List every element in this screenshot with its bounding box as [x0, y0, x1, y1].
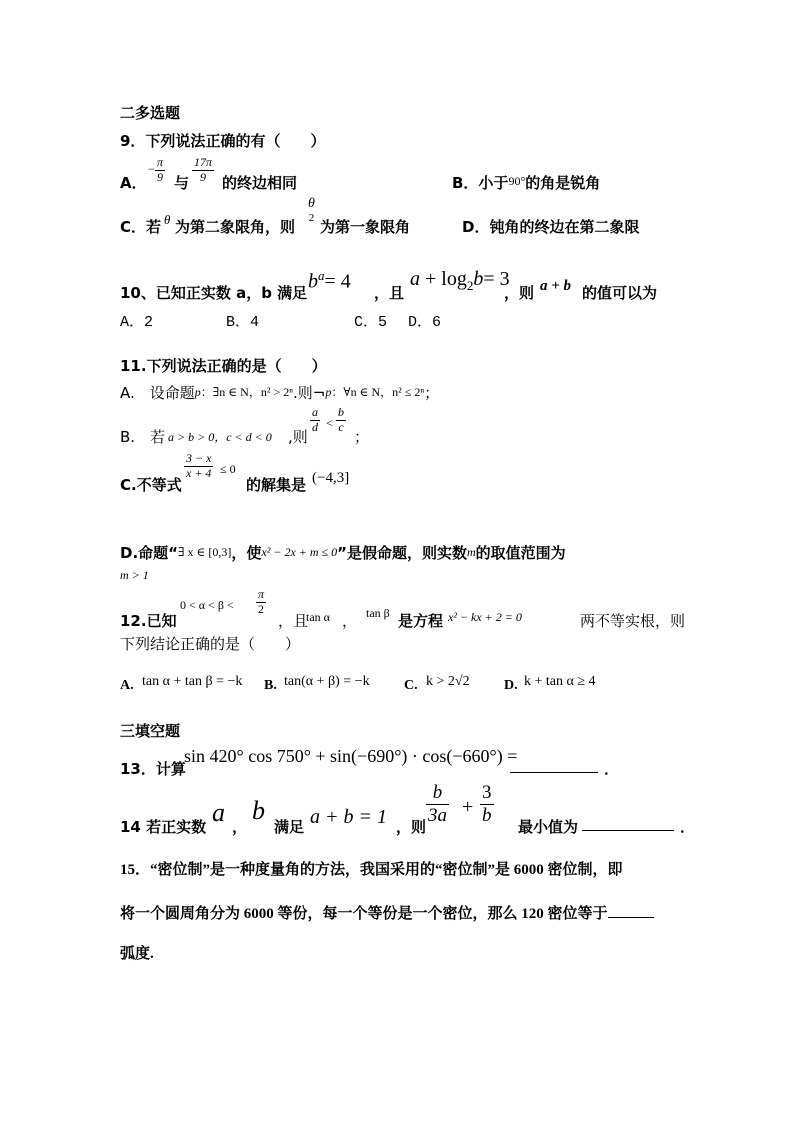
q13: 13．计算 sin 420° cos 750° + sin(−690°) · cos(−660°) = ． — [120, 746, 620, 778]
q12-option-c: k > 2√2 — [426, 674, 470, 689]
section-title-fill-in: 三填空题 — [120, 722, 181, 740]
q9-a-label: A． — [120, 174, 147, 192]
q14: 14 若正实数 a ， b 满足 a + b = 1 ，则 $\frac{b}{3a}$ + $\frac{3}{b}$ 最小值为 ． — [120, 782, 696, 836]
q10-then: ，则 — [504, 284, 535, 302]
q11-option-d: D.命题“∃ x ∈ [0,3]，使x² − 2x + m ≤ 0”是假命题，则实数m的取值范围为 — [120, 544, 566, 562]
q9-b-tail: 的角是锐角 — [525, 174, 601, 192]
q9-b-label: B．小于 — [452, 174, 509, 192]
q10-option-a: A．2 — [120, 314, 154, 331]
q9-c-theta: θ — [164, 212, 171, 227]
q9-c-frac: θ 2 — [308, 196, 315, 225]
q15-answer-blank[interactable] — [608, 903, 654, 918]
q10-tail: 的值可以为 — [582, 284, 658, 302]
q9-option-d: D．钝角的终边在第二象限 — [462, 218, 640, 236]
q12-option-a: tan α + tan β = −k — [142, 674, 243, 689]
section-title-multiple-choice: 二多选题 — [120, 104, 181, 122]
q10-option-c: C．5 — [354, 314, 388, 331]
q9-a-minus: − — [148, 162, 155, 176]
q10-expr: a + b — [540, 278, 572, 294]
q10-option-b: B．4 — [226, 314, 260, 331]
q10-stem-pre: 10、已知正实数 a，b 满足 — [120, 284, 308, 302]
q13-label: 13．计算 — [120, 760, 186, 778]
q9-c-mid: 为第二象限角，则 — [175, 218, 296, 236]
q9-a-tail: 的终边相同 — [222, 174, 298, 192]
q11-b-frac1: $\frac{a}{d}$ — [312, 405, 318, 434]
q12-option-b: tan(α + β) = −k — [284, 674, 370, 689]
q12-stem-line2: 下列结论正确的是（ ） — [120, 635, 301, 653]
q9-c-tail: 为第一象限角 — [320, 218, 411, 236]
q11-option-a: A. 设命题p：∃n ∈ N，n² > 2ⁿ.则¬p：∀n ∈ N，n² ≤ 2ⁿ； — [120, 384, 440, 402]
q14-answer-blank[interactable] — [582, 812, 674, 831]
q10-cond1: $b^a= 4$ — [308, 268, 351, 293]
q10-mid: ，且 — [374, 284, 405, 302]
q9-a-frac1: $\frac{\pi}{9}$ — [157, 155, 164, 184]
q12-option-d: k + tan α ≥ 4 — [524, 674, 596, 689]
q12-options: A. tan α + tan β = −k B. tan(α + β) = −k C. k > 2√2 D. k + tan α ≥ 4 — [120, 674, 596, 693]
q10-option-d: D．6 — [408, 314, 442, 331]
q11-b-frac2: $\frac{b}{c}$ — [338, 405, 344, 434]
q15-line2: 将一个圆周角分为 6000 等份，每一个等份是一个密位，那么 120 密位等于 — [120, 902, 654, 923]
q11-c-frac: $\frac{3 - x}{x + 4}$ — [186, 451, 212, 480]
q10-cond2: $a + \log_2b= 3$ — [410, 268, 510, 293]
q14-frac2: $\frac{3}{b}$ — [482, 782, 492, 826]
q14-label: 14 若正实数 — [120, 818, 207, 836]
q9-stem: 9．下列说法正确的有（ ） — [120, 132, 326, 150]
q14-frac1: $\frac{b}{3a}$ — [428, 782, 447, 826]
q11-d-answer: m > 1 — [120, 568, 149, 582]
q13-expr: sin 420° cos 750° + sin(−690°) · cos(−660°) = — [184, 746, 518, 766]
q12-frac: $\frac{\pi}{2}$ — [258, 587, 265, 616]
q9-b-angle: 90° — [508, 174, 526, 188]
q9-c-label: C．若 — [120, 218, 162, 236]
q15-line1: 15．“密位制”是一种度量角的方法，我国采用的“密位制”是 6000 密位制，即 — [120, 862, 623, 878]
q9-a-connector: 与 — [174, 174, 190, 192]
q9-a-frac2: $\frac{17\pi}{9}$ — [194, 155, 213, 184]
q13-answer-blank[interactable] — [510, 748, 598, 773]
q15-line3: 弧度. — [120, 946, 154, 962]
q9-option-b — [452, 172, 600, 193]
q11-stem: 11.下列说法正确的是（ ） — [120, 357, 327, 375]
